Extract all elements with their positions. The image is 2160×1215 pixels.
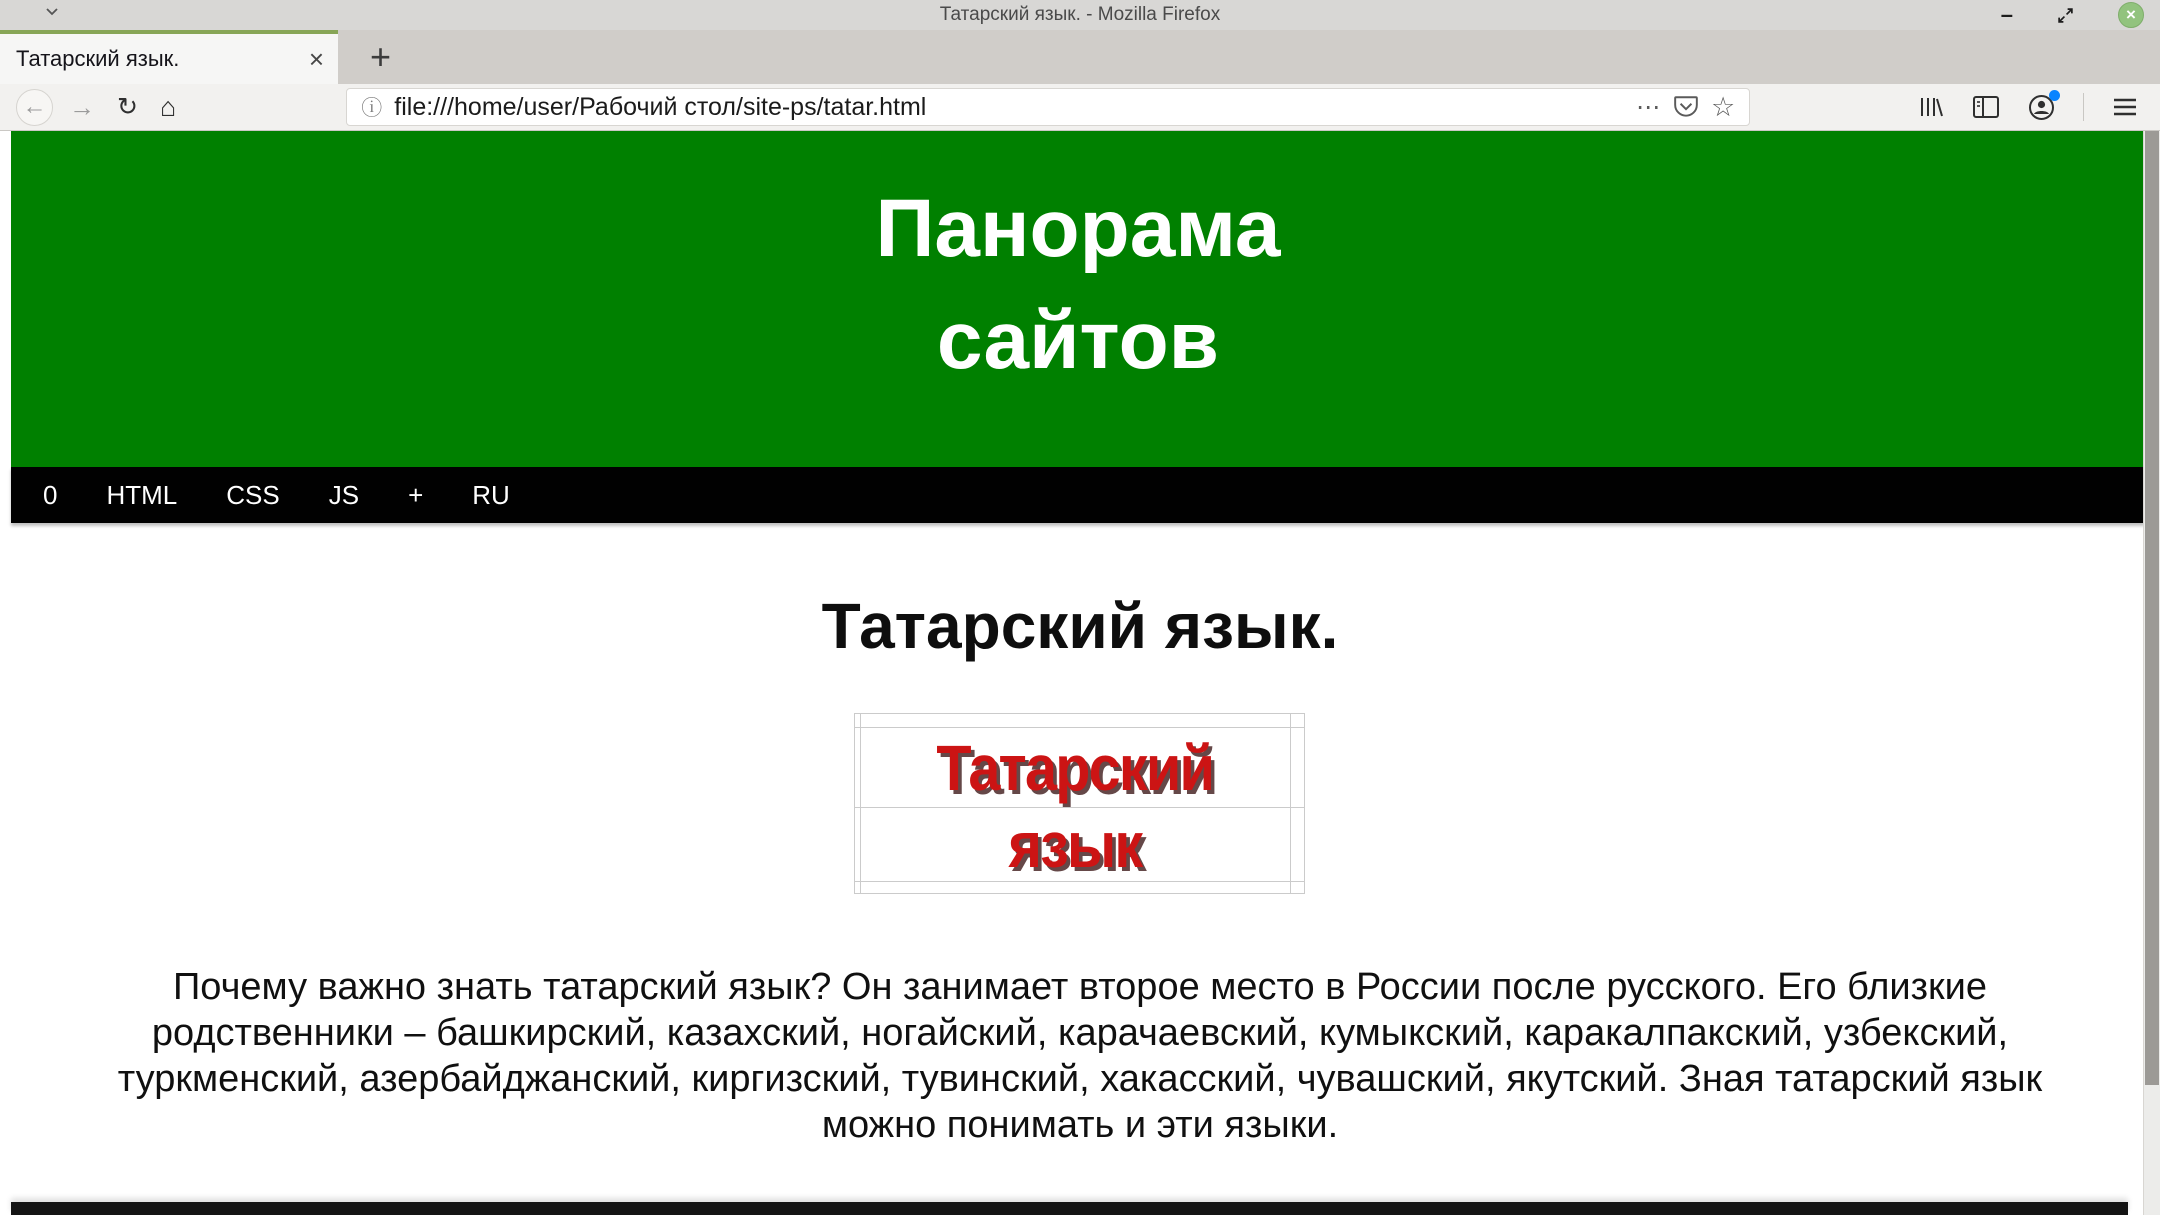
banner-title-line2: сайтов bbox=[936, 295, 1220, 386]
site-nav-item-ru[interactable]: RU bbox=[472, 479, 510, 510]
account-icon[interactable] bbox=[2028, 94, 2055, 121]
word-image-cell bbox=[854, 882, 861, 894]
bookmark-star-icon[interactable]: ☆ bbox=[1711, 91, 1736, 122]
word-image-cell bbox=[861, 728, 1291, 808]
site-nav-item-html[interactable]: HTML bbox=[106, 479, 178, 510]
window-controls bbox=[2001, 0, 2144, 30]
word-art-line1: Татарский bbox=[936, 731, 1214, 804]
site-nav-item-js[interactable]: JS bbox=[328, 479, 360, 510]
site-nav-item-css[interactable]: CSS bbox=[226, 479, 280, 510]
page-actions-icon[interactable]: ⋯ bbox=[1636, 93, 1662, 121]
close-window-button[interactable]: × bbox=[2118, 2, 2144, 28]
sidebar-icon[interactable] bbox=[1972, 95, 2000, 119]
back-icon[interactable]: ← bbox=[16, 89, 53, 126]
window-titlebar bbox=[0, 0, 2160, 30]
intro-paragraph: Почему важно знать татарский язык? Он занимает второе место в России после русского. Его близкие родственники – башкирский, казахский, ногайский, карачаевский, кумыкский, каракалпакский, узбекский, туркменский, азербайджанский, киргизский, тувинский, хакасский, чувашский, якутский. Зная татарский язык можно понимать и эти языки. bbox=[117, 966, 2043, 1146]
maximize-button[interactable] bbox=[2057, 7, 2074, 24]
navigation-toolbar bbox=[0, 84, 2160, 131]
word-image-cell bbox=[861, 713, 1291, 728]
word-image-cell bbox=[854, 713, 861, 728]
url-text[interactable]: file:///home/user/Рабочий стол/site-ps/tatar.html bbox=[394, 92, 927, 121]
word-image-cell bbox=[1291, 882, 1305, 894]
word-image-cell bbox=[854, 808, 861, 882]
page-content bbox=[0, 131, 2160, 1215]
banner-title-line1: Панорама bbox=[875, 183, 1281, 274]
site-banner bbox=[11, 131, 2145, 467]
tab-title: Татарский язык. bbox=[16, 46, 180, 71]
tab-tatar[interactable] bbox=[0, 30, 338, 84]
word-image-cell bbox=[854, 728, 861, 808]
home-icon[interactable]: ⌂ bbox=[159, 91, 177, 122]
library-icon[interactable] bbox=[1918, 94, 1944, 120]
vertical-scrollbar[interactable] bbox=[2143, 131, 2160, 1215]
reload-icon[interactable]: ↻ bbox=[117, 93, 138, 121]
pocket-icon[interactable] bbox=[1673, 95, 1699, 119]
footer-bar-partial bbox=[11, 1202, 2128, 1215]
site-info-icon[interactable]: ⓘ bbox=[361, 97, 383, 120]
tab-close-icon[interactable]: × bbox=[308, 44, 324, 74]
window-title: Татарский язык. - Mozilla Firefox bbox=[939, 4, 1221, 25]
url-bar[interactable] bbox=[346, 88, 1750, 126]
window-menu-chevron-icon[interactable] bbox=[44, 7, 60, 17]
word-art-line2: язык bbox=[1008, 808, 1142, 881]
tatar-word-art-image bbox=[854, 713, 1307, 894]
site-nav-item-plus[interactable]: + bbox=[408, 479, 424, 510]
word-image-cell bbox=[1291, 728, 1305, 808]
tab-bar bbox=[0, 30, 2160, 84]
minimize-button[interactable]: – bbox=[2000, 2, 2013, 27]
site-nav-bar bbox=[11, 467, 2145, 523]
account-notification-dot bbox=[2049, 90, 2060, 101]
forward-icon[interactable]: → bbox=[69, 91, 95, 122]
scrollbar-thumb[interactable] bbox=[2145, 131, 2159, 1085]
word-image-cell bbox=[1291, 808, 1305, 882]
site-nav-item-0[interactable]: 0 bbox=[43, 479, 58, 510]
toolbar-separator bbox=[2083, 93, 2084, 121]
word-image-cell bbox=[1291, 713, 1305, 728]
new-tab-button[interactable]: + bbox=[370, 36, 392, 77]
menu-icon[interactable] bbox=[2112, 96, 2138, 118]
toolbar-right-icons bbox=[1918, 93, 2144, 121]
word-image-cell bbox=[861, 882, 1291, 894]
word-image-cell bbox=[861, 808, 1291, 882]
page-title: Татарский язык. bbox=[821, 590, 1339, 662]
